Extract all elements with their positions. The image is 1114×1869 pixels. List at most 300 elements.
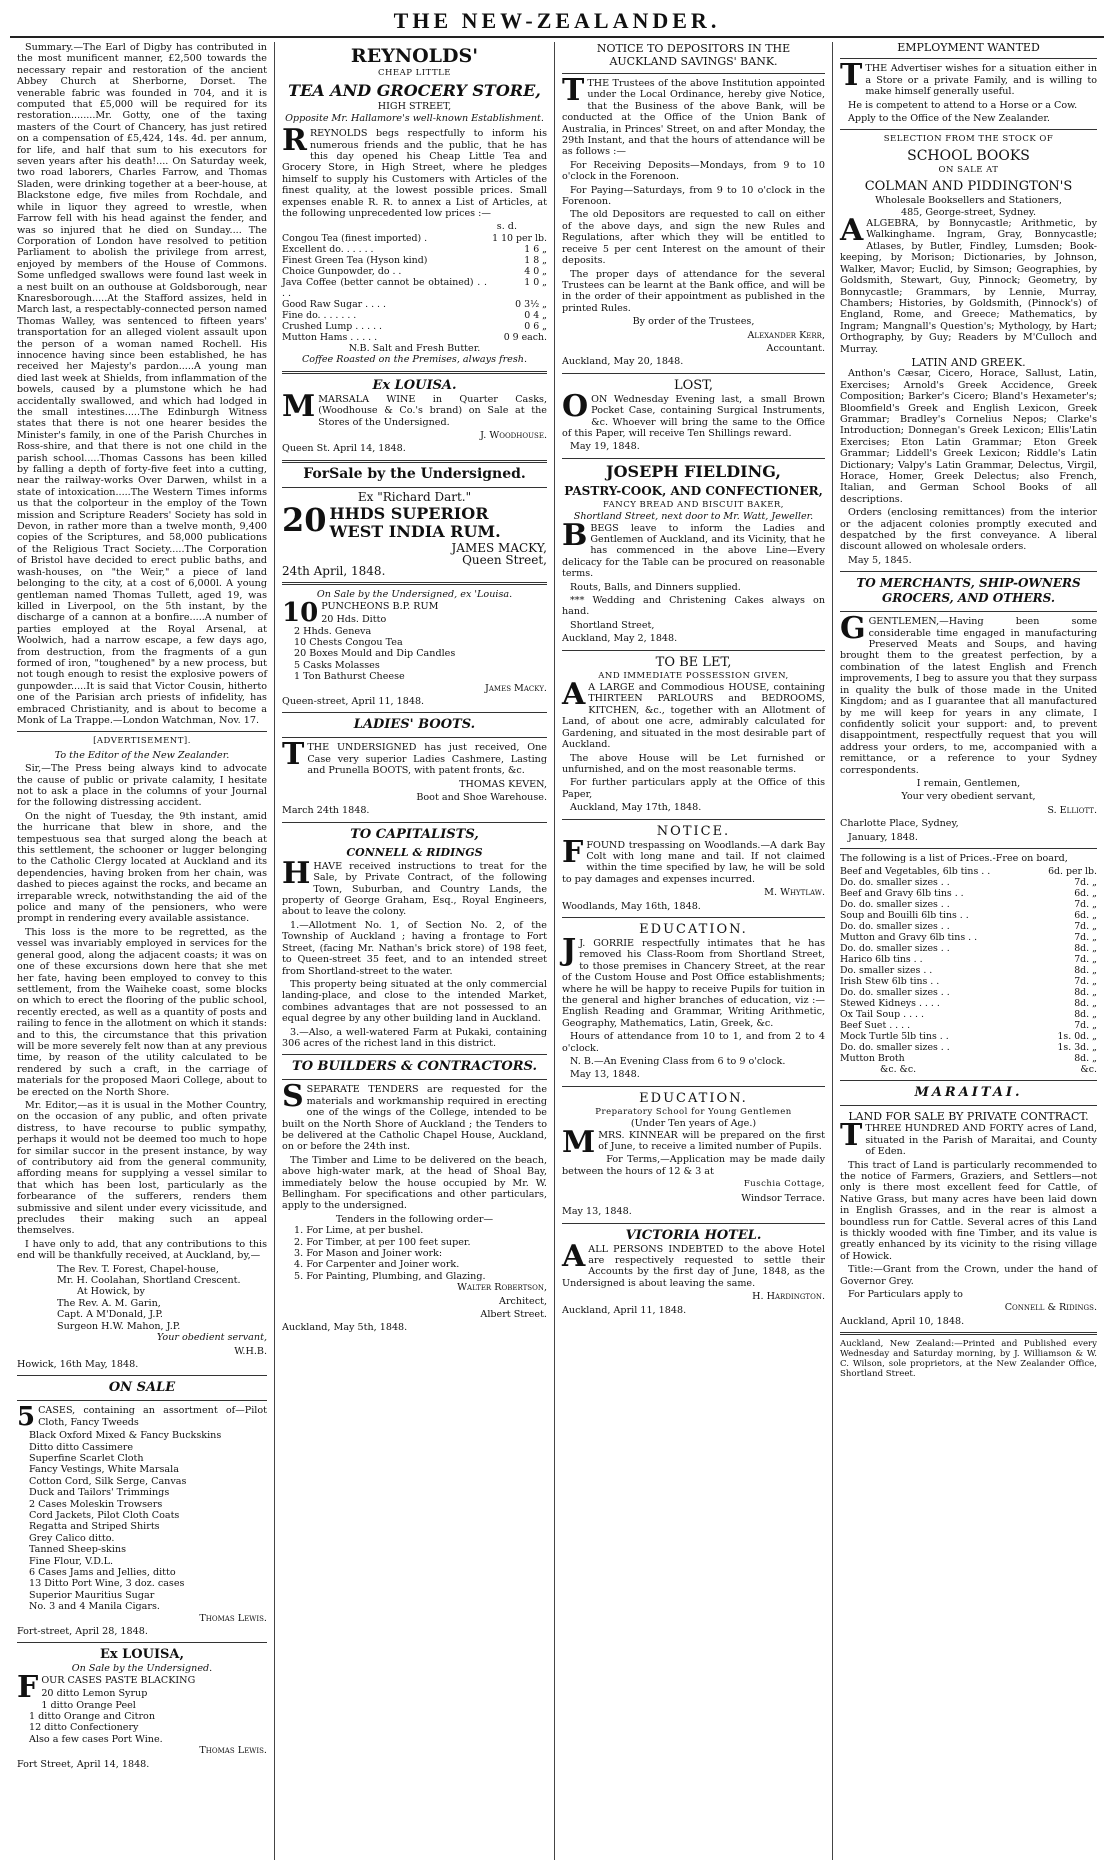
education-2-subheading-2: (Under Ten years of Age.) (630, 1118, 757, 1130)
list-item: 2 Cases Moleskin Trowsers (29, 1498, 163, 1510)
onsale-signature: Thomas Lewis. (199, 1612, 267, 1624)
list-item: Superior Mauritius Sugar (29, 1589, 155, 1601)
reynolds-nb: N.B. Salt and Fresh Butter. (348, 342, 481, 354)
recipient: At Howick, by (77, 1286, 145, 1298)
dropcap-letter: R (282, 123, 307, 159)
merchants-address: Charlotte Place, Sydney, (840, 818, 959, 830)
marsala-date: Queen St. April 14, 1848. (282, 443, 406, 455)
price-value: 1 8 „ (524, 254, 547, 266)
table-row (282, 332, 547, 343)
list-item: 6 Cases Jams and Jellies, ditto (29, 1567, 176, 1578)
divider (282, 487, 547, 488)
maraitai-date: Auckland, April 10, 1848. (840, 1315, 965, 1327)
list-item: No. 3 and 4 Manila Cigars. (29, 1601, 160, 1613)
fielding-address-2: Shortland Street, (570, 619, 655, 631)
education-date: May 13, 1848. (570, 1069, 640, 1081)
let-subheading: AND IMMEDIATE POSSESSION GIVEN, (598, 670, 789, 681)
price-value: 7d. „ (1074, 899, 1097, 911)
education-2-body: MRS. KINNEAR will be prepared on the first of June, to receive a limited number of Pupils. (598, 1129, 825, 1153)
list-item: 1 Ton Bathurst Cheese (294, 671, 405, 683)
price-item: Soup and Bouilli 6lb tins . . (840, 910, 969, 922)
education-2-signature: Fuschia Cottage, (743, 1179, 825, 1190)
price-table (282, 233, 547, 343)
dropcap-letter: M (282, 388, 316, 424)
books-date: May 5, 1845. (848, 554, 912, 566)
builders-list (282, 1225, 547, 1282)
latin-body: Anthon's Cæsar, Cicero, Horace, Sallust, Latin, Exercises; Arnold's Greek Accidence, Greek Composition; Barker's Cicero; Bland's Hexameter's; Bloomfield's Greek and English Lexicon, Greek Grammar; Bradley's Cornelius Nepos; Clarke's Introduction; Donnegan's Greek Lexicon; Ellis'Latin Exercises; Eton Latin Grammar; Eton Greek Grammar; Liddell's Greek Lexicon; Riddle's Latin Dictionary; Valpy's Latin Grammar, Delectus, Virgil, Horace, Homer, Greek Delectus; also French, Italian, and German School Books of all descriptions. (840, 368, 1097, 505)
dropcap-letter: A (840, 213, 864, 249)
louisa-signature: Thomas Lewis. (199, 1745, 267, 1757)
louisa-heading: Ex LOUISA, (99, 1647, 185, 1663)
onsale-heading: ON SALE (108, 1380, 176, 1396)
price-item: Mock Turtle 5lb tins . . (840, 1031, 949, 1043)
found-body: FOUND trespassing on Woodlands.—A dark Bay Colt with long mane and tail. If not claimed within the time specified by law, he will be sold to pay damages and expenses incurred. (562, 839, 825, 885)
savings-bank-paragraph: The old Depositors are requested to call on either of the above days, and sign the new Rules and Regulations, after which they will be entitled to receive 5 per cent Interest on the amount of their deposits. (562, 209, 825, 267)
price-item: &c. &c. (880, 1064, 917, 1076)
merchants-close: Your very obedient servant, (901, 791, 1036, 803)
divider (562, 73, 825, 74)
table-row (840, 866, 1097, 877)
builders-signature-3: Albert Street. (480, 1309, 547, 1321)
table-row (840, 1009, 1097, 1020)
education-2-signature-2: Windsor Terrace. (741, 1192, 825, 1204)
price-item: Do. do. smaller sizes . . (840, 943, 950, 955)
table-row (840, 1020, 1097, 1031)
list-item: Also a few cases Port Wine. (29, 1733, 163, 1745)
education-2-date: May 13, 1848. (562, 1206, 632, 1218)
price-value: 1s. 0d. „ (1057, 1031, 1097, 1043)
dropcap-letter: F (17, 1669, 39, 1705)
price-item: Mutton Hams . . . . . (282, 331, 378, 343)
louisa-list (17, 1688, 267, 1745)
divider (562, 650, 825, 651)
divider (840, 611, 1097, 612)
table-row (840, 998, 1097, 1009)
dropcap-letter: T (562, 73, 585, 108)
fielding-address: Shortland Street, next door to Mr. Watt, Jeweller. (573, 511, 814, 523)
divider (840, 129, 1097, 130)
dropcap-letter: H (282, 855, 311, 891)
price-item: Choice Gunpowder, do . . (282, 265, 402, 277)
letter-paragraph: Mr. Editor,—as it is usual in the Mother Country, on the occasion of any public, and often private distress, to have recourse to public sympathy, perhaps it would not be deemed too much to hope for similar succor in the present instance, by way of contributory aid from the general community, affording means for supplying a vessel similar to that which has been lost, particularly as the forbearance of the sufferers, renders them submissive and silent under every vicissitude, and precludes their making such an appeal themselves. (17, 1099, 267, 1237)
divider (17, 1400, 267, 1401)
capitalists-item: 1.—Allotment No. 1, of Section No. 2, of the Township of Auckland ; having a frontage to Fort Street, (facing Mr. Nathan's brick store) of 198 feet, to Queen-street 35 feet, and to an intended street from Shortland-street to the water. (282, 919, 547, 977)
fielding-subheading: PASTRY-COOK, AND CONFECTIONER, (564, 483, 823, 498)
recipient: The Rev. T. Forest, Chapel-house, (57, 1263, 219, 1275)
table-row (840, 1042, 1097, 1053)
masthead: THE NEW-ZEALANDER. (10, 6, 1104, 38)
divider (562, 819, 825, 820)
lost-body: ON Wednesday Evening last, a small Brown Pocket Case, containing Surgical Instruments, &c. Whoever will bring the same to the Office of this Paper, will receive Ten Shillings reward. (562, 393, 825, 439)
list-item: Regatta and Striped Shirts (29, 1521, 160, 1533)
columns (10, 42, 1104, 1860)
list-item: Fancy Vestings, White Marsala (29, 1464, 179, 1476)
letter-paragraph: Sir,—The Press being always kind to advocate the cause of public or private calamity, I hesitate not to ask a place in the columns of your Journal for the following distressing accident. (17, 763, 267, 809)
lost-heading: LOST, (673, 377, 714, 393)
sale2-list (282, 614, 547, 682)
letter-signature: W.H.B. (234, 1345, 267, 1357)
hotel-date: Auckland, April 11, 1848. (562, 1304, 687, 1316)
books-address: 485, George-street, Sydney. (900, 206, 1037, 218)
price-value: 0 6 „ (524, 320, 547, 332)
advertisement-label: [ADVERTISEMENT]. (93, 736, 191, 747)
table-row (840, 1031, 1097, 1042)
price-value: 0 4 „ (524, 309, 547, 321)
recipient: Mr. H. Coolahan, Shortland Crescent. (57, 1275, 241, 1287)
list-item: 20 Hds. Ditto (321, 614, 387, 626)
price-item: Do. do. smaller sizes . . (840, 1042, 950, 1054)
divider (840, 571, 1097, 572)
price-item: Stewed Kidneys . . . . (840, 998, 940, 1010)
builders-body: SEPARATE TENDERS are requested for the materials and workmanship required in erecting one of the wings of the College, intended to be built on the North Shore of Auckland ; the Tenders to be delivered at the Catholic Chapel House, Auckland, on or before the 24th inst. (282, 1084, 547, 1153)
price-value: 7d. „ (1074, 954, 1097, 966)
price-value: 7d. „ (1074, 921, 1097, 933)
price-item: Beef and Vegetables, 6lb tins . . (840, 866, 991, 878)
price-value: 8d. „ (1074, 987, 1097, 999)
dropcap-letter: G (840, 611, 866, 647)
books-pre: SELECTION FROM THE STOCK OF (883, 134, 1054, 145)
list-item: 4. For Carpenter and Joiner work. (294, 1259, 460, 1271)
list-item: Duck and Tailors' Trimmings (29, 1487, 170, 1499)
price-item: Java Coffee (better cannot be obtained) . . . . (282, 276, 487, 299)
table-row (840, 1064, 1097, 1075)
capitalists-subheading: CONNELL & RIDINGS (346, 845, 483, 859)
price-item: Excellent do. . . . . . (282, 243, 374, 255)
boots-body: THE UNDERSIGNED has just received, One Case very superior Ladies Cashmere, Lasting and Prunella BOOTS, with patent fronts, &c. (307, 742, 547, 777)
dropcap-letter: T (840, 58, 863, 94)
capitalists-body: HAVE received instructions to treat for the Sale, by Private Contract, of the following Town, Suburban, and Country Lands, the property of George Graham, Esq., Royal Engineers, about to leave the colony. (282, 860, 547, 918)
capitalists-heading: TO CAPITALISTS, (350, 826, 479, 842)
marsala-signature: J. Woodhouse. (480, 429, 547, 441)
recipient: Surgeon H.W. Mahon, J.P. (57, 1320, 181, 1332)
price-item: Good Raw Sugar . . . . (282, 298, 386, 310)
savings-bank-paragraph: The proper days of attendance for the several Trustees can be learnt at the Bank office, and will be in the order of their appointment as published in the printed Rules. (562, 268, 825, 314)
divider (840, 1080, 1097, 1081)
merchants-heading: TO MERCHANTS, SHIP-OWNERS GROCERS, AND OTHERS. (856, 576, 1081, 606)
reynolds-street: HIGH STREET, (377, 101, 452, 113)
dropcap-letter: M (562, 1124, 596, 1160)
books-body: ALGEBRA, by Bonnycastle; Arithmetic, by Walkinghame. Ingram, Gray, Bonnycastle; Atlases, by Butler, Findley, Lumsden; Book-keeping, by Morison; Dictionaries, by Johnson, Walker, Mavor; Euclid, by Simson; Geographies, by Goldsmith, Stewart, Guy, Pinnock; Geometry, by Bonnycastle; Grammars, by Lennie, Murray, Chambers; Histories, by Goldsmith, (Pinnock's) of England, Rome, and Greece; Mathematics, by Ingram; Mangnall's Question's; Mythology, by Hart; Orthography, by Guy; Readers by M'Culloch and Murray. (840, 218, 1097, 355)
boots-heading: LADIES' BOOTS. (353, 717, 476, 733)
list-item: Cord Jackets, Pilot Cloth Coats (29, 1509, 180, 1521)
dropcap-letter: O (562, 388, 589, 424)
savings-bank-heading: NOTICE TO DEPOSITORS IN THE AUCKLAND SAVINGS' BANK. (596, 42, 791, 68)
savings-bank-date: Auckland, May 20, 1848. (562, 356, 684, 368)
divider (282, 460, 547, 463)
price-item: Do. do. smaller sizes . . (840, 987, 950, 999)
found-date: Woodlands, May 16th, 1848. (562, 900, 701, 912)
price-item: Beef and Gravy 6lb tins . . (840, 888, 964, 900)
summary-article: Summary.—The Earl of Digby has contributed in the most munificent manner, £2,500 towards the necessary repair and restoration of the ancient Abbey Church at Sherborne, Dorset. The venerable fabric was founded in 704, and it is computed that £5,000 will be required for its restoration........Mr. Gotty, one of the taxing masters of the Court of Chancery, has just retired on a compensation of £5,424, 14s. 4d. per annum, for life, and half that sum to his executors for seven years after his death!.... On Saturday week, two road laborers, Charles Farrow, and Thomas Sladen, were drinking together at a beer-house, at Blackstone edge, five miles from Rochdale, and while in liquor they agreed to wrestle, when Farrow fell with his head against the fender, and was so injured that he died on Sunday.... The Corporation of London have resolved to petition Parliament to abolish the privilege from arrest, enjoyed by members of the House of Commons. Some unfledged swallows were found last week in a nest built on an outhouse at Goldsborough, near Knaresborough.....At the Stafford assizes, held in March last, a respectably-connected person named Thomas Walley, was sentenced to fifteen years' transportation for an alleged violent assault upon the person of a woman named Rochell. His innocence having since been established, he has received her Majesty's pardon.....A young man died last week at Shields, from inflammation of the bowels, caused by a plumstone which he had accidentally swallowed, and which had lodged in the small intestines.....The Edinburgh Witness states that there is not one hearer besides the Minister's family, in one of the Parish Churches in Ross-shire, and that there is not one child in the parish school.....Thomas Cassons has been killed by falling a depth of forty-five feet into a cutting, near the railway-works Over Darwen, whilst in a state of intoxication.....The Western Times informs us that the colporteur in the employ of the Town mission and Scripture Readers' Society has sold in Devon, in rather more than a twelve month, 9,400 copies of the Scriptures, and 58,000 publications of the Religious Tract Society.....The Corporation of Bristol have decided to erect public baths, and wash-houses, on "the Weir," a piece of land belonging to the city, at a cost of 6,000l. A young gentleman named Thomas Tullett, aged 19, was killed in Liverpool, on the 5th instant, by the discharge of a cannon at a bonfire.....A number of parties employed at the Royal Arsenal, at Woolwich, had a narrow escape, a few days ago, from destruction, from the fragments of a gun formed of iron, "toughened" by a new process, but not tough enough to resist the explosive powers of gunpowder.....It is said that Victor Cousin, hitherto one of the Parisian arch priests of infidelity, has embraced Christianity, and is about to become a Monk of La Trappe.—London Watchman, Nov. 17. (17, 42, 267, 726)
hotel-signature: H. Hardington. (752, 1291, 825, 1303)
merchants-signature: S. Elliott. (1047, 804, 1097, 816)
savings-bank-body: THE Trustees of the above Institution appointed under the Local Ordinance, hereby give Notice, that the Business of the above Bank, will be conducted at the Office of the Union Bank of Australia, in Princes' Street, on and after Monday, the 29th Instant, and that the hours of attendance will be as follows :— (562, 78, 825, 158)
letter-address: To the Editor of the New Zealander. (54, 749, 230, 761)
dart-line: Ex "Richard Dart." (357, 489, 472, 504)
list-intro: The following is a list of Prices.-Free on board, (840, 852, 1068, 864)
table-row (282, 321, 547, 332)
sale2-number: 10 (282, 597, 319, 628)
fielding-heading: JOSEPH FIELDING, (606, 461, 781, 481)
louisa-date: Fort Street, April 14, 1848. (17, 1758, 150, 1770)
price-value: 7d. „ (1074, 976, 1097, 988)
table-row (282, 310, 547, 321)
list-item: 20 Boxes Mould and Dip Candles (294, 648, 456, 660)
list-item: Tanned Sheep-skins (29, 1544, 126, 1556)
price-item: Irish Stew 6lb tins . . (840, 976, 940, 988)
divider (282, 712, 547, 713)
savings-bank-paragraph: For Receiving Deposits—Mondays, from 9 to 10 o'clock in the Forenoon. (562, 159, 825, 183)
reynolds-heading: REYNOLDS' (350, 45, 479, 67)
divider (562, 373, 825, 374)
employment-paragraph: Apply to the Office of the New Zealander. (848, 113, 1050, 125)
price-value: 8d. „ (1074, 1009, 1097, 1021)
table-row (282, 299, 547, 310)
divider (282, 822, 547, 823)
divider (17, 731, 267, 732)
maraitai-paragraph: Title:—Grant from the Crown, under the hand of Governor Grey. (840, 1264, 1097, 1287)
price-value: 6d. per lb. (1048, 866, 1097, 878)
column-1 (10, 42, 275, 1860)
dropcap-letter: T (282, 737, 305, 773)
marsala-heading: Ex LOUISA. (372, 377, 457, 393)
education-2-subheading: Preparatory School for Young Gentlemen (595, 1106, 792, 1117)
let-paragraph: For further particulars apply at the Office of this Paper, (562, 777, 825, 800)
table-row (840, 943, 1097, 954)
education-body: J. GORRIE respectfully intimates that he has removed his Class-Room from Shortland Street, to those premises in Chancery Street, at the rear of the Custom House and Post Office establishments; where he will be happy to receive Pupils for tuition in the general and higher branches of education, viz :—English Reading and Grammar, Writing Arithmetic, Geography, Mathematics, Latin, Greek, &c. (562, 937, 825, 1029)
merchants-body: GENTLEMEN,—Having been some considerable time engaged in manufacturing Preserved Meats and Soups, and having brought them to the greatest perfection, by a combination of the latest English and French improvements, I beg to assure you that they surpass in quality the bulk of those made in the United Kingdom; and as I guarantee that all manufactured by me will keep for years in any climate, I confidently solicit your support: and, to prevent disappointment, respectfully request that you will address your orders, to me, accompanied with a remittance, or a reference to your Sydney correspondents. (840, 616, 1097, 776)
builders-paragraph: The Timber and Lime to be delivered on the beach, above high-water mark, at the head of Shoal Bay, immediately below the house occupied by Mr. W. Bellingham. For specifications and other particulars, apply to the undersigned. (282, 1154, 547, 1212)
divider (282, 582, 547, 585)
louisa-first-line: OUR CASES PASTE BLACKING (41, 1674, 196, 1686)
list-item: 5 Casks Molasses (294, 659, 380, 671)
fielding-subheading-2: FANCY BREAD AND BISCUIT BAKER, (602, 499, 784, 510)
price-item: Finest Green Tea (Hyson kind) (282, 254, 428, 266)
table-row (840, 976, 1097, 987)
capitalists-item: 3.—Also, a well-watered Farm at Pukaki, containing 306 acres of the richest land in this district. (282, 1026, 547, 1049)
reynolds-subheading: CHEAP LITTLE (377, 68, 452, 78)
price-item: Fine do. . . . . . . (282, 309, 357, 321)
recipient: Capt. A M'Donald, J.P. (57, 1309, 163, 1321)
column-4 (833, 42, 1104, 1860)
dropcap-letter: F (562, 834, 584, 870)
list-item: 12 ditto Confectionery (29, 1722, 139, 1734)
list-item: Grey Calico ditto. (29, 1532, 115, 1544)
price-value: 4 0 „ (524, 265, 547, 277)
dropcap-letter: A (562, 1238, 586, 1274)
builders-heading: TO BUILDERS & CONTRACTORS. (292, 1059, 537, 1075)
column-3 (555, 42, 833, 1860)
reynolds-title: TEA AND GROCERY STORE, (288, 81, 541, 101)
price-value: 8d. „ (1074, 1053, 1097, 1065)
letter-close: Your obedient servant, (156, 1332, 267, 1344)
list-item: 1 ditto Orange Peel (41, 1699, 136, 1711)
divider (562, 458, 825, 459)
education-2-heading: EDUCATION. (639, 1090, 748, 1106)
onsale-number: 5 (17, 1402, 36, 1433)
prices-header: s. d. (496, 221, 517, 233)
books-firm: COLMAN AND PIDDINGTON'S (864, 179, 1073, 195)
price-value: 1 10 per lb. (492, 232, 547, 244)
boots-signature: THOMAS KEVEN, (459, 778, 547, 790)
letter-paragraph: I have only to add, that any contributions to this end will be thankfully received, at Auckland, by,— (17, 1238, 267, 1262)
table-row (282, 277, 547, 299)
latin-heading: LATIN AND GREEK. (911, 355, 1026, 369)
maraitai-body: THREE HUNDRED AND FORTY acres of Land, situated in the Parish of Maraitai, and County of Eden. (865, 1123, 1097, 1158)
dropcap-letter: S (282, 1079, 304, 1115)
savings-bank-signature: Alexander Kerr, (747, 329, 825, 341)
divider (840, 1105, 1097, 1106)
hhds-number: 20 (282, 501, 327, 540)
divider (17, 1375, 267, 1376)
price-item: Do. do. smaller sizes . . (840, 921, 950, 933)
employment-body: THE Advertiser wishes for a situation either in a Store or a private Family, and is willing to make himself generally useful. (865, 63, 1097, 98)
maraitai-paragraph: For Particulars apply to (848, 1289, 963, 1301)
let-body: A LARGE and Commodious HOUSE, containing THIRTEEN PARLOURS and BEDROOMS, KITCHEN, &c., together with an Allotment of Land, of about one acre, admirably calculated for Gardening, and situated in the most desirable part of Auckland. (562, 682, 825, 751)
price-item: Mutton and Gravy 6lb tins . . (840, 932, 978, 944)
list-item: 20 ditto Lemon Syrup (41, 1688, 148, 1700)
fielding-paragraph: Routs, Balls, and Dinners supplied. (570, 581, 741, 593)
price-value: 1 6 „ (524, 243, 547, 255)
hhds-line: HHDS SUPERIOR WEST INDIA RUM. (329, 504, 501, 542)
price-item: Harico 6lb tins . . (840, 954, 923, 966)
divider (282, 1054, 547, 1055)
maraitai-heading: MARAITAI. (914, 1085, 1023, 1101)
education-2-paragraph: For Terms,—Application may be made daily between the hours of 12 & 3 at (562, 1154, 825, 1177)
let-paragraph: The above House will be Let furnished or unfurnished, and on the most reasonable terms. (562, 752, 825, 775)
merchants-remain: I remain, Gentlemen, (916, 777, 1021, 789)
onsale-list (17, 1430, 267, 1613)
table-row (282, 266, 547, 277)
price-value: 7d. „ (1074, 1020, 1097, 1032)
table-row (840, 921, 1097, 932)
price-value: &c. (1080, 1064, 1097, 1076)
imprint: Auckland, New Zealand:—Printed and Published every Wednesday and Saturday morning, by J. Williamson & W. C. Wilson, sole proprietors, at the New Zealander Office, Shortland Street. (840, 1339, 1097, 1380)
price-value: 7d. „ (1074, 932, 1097, 944)
price-item: Ox Tail Soup . . . . (840, 1009, 924, 1021)
divider (282, 371, 547, 374)
found-heading: NOTICE. (656, 823, 731, 839)
books-firm-2: Wholesale Booksellers and Stationers, (875, 195, 1062, 207)
price-item: Do. smaller sizes . . (840, 965, 933, 977)
letter-paragraph: This loss is the more to be regretted, as the vessel was invariably employed in services for the general good, along the adjacent coasts; it was on one of these excursions down here that she met her fate, having been employed to convey to this settlement, from the Waiheke coast, some blocks on which to erect the flooring of the public school, recently erected, as well as a quantity of posts and railing to fence in the allotment on which it stands: and to this, the circumstance that this privation will be more severely felt now than at any previous time, by reason of the utility calculated to be rendered by such a craft, in the carriage of materials for the proposed Maori College, about to be erected on the North Shore. (17, 926, 267, 1098)
price-item: Mutton Broth (840, 1053, 905, 1065)
price-value: 1 0 „ (524, 276, 547, 288)
table-row (282, 255, 547, 266)
table-row (282, 244, 547, 255)
boots-date: March 24th 1848. (282, 805, 370, 817)
price-value: 0 3½ „ (515, 298, 547, 310)
price-value: 6d. „ (1074, 888, 1097, 900)
letter-date: Howick, 16th May, 1848. (17, 1358, 139, 1370)
column-2 (275, 42, 555, 1860)
price-value: 6d. „ (1074, 910, 1097, 922)
divider (840, 58, 1097, 59)
table-row (840, 1053, 1097, 1064)
let-date: Auckland, May 17th, 1848. (570, 802, 702, 814)
price-value: 0 9 each. (503, 331, 547, 343)
merchants-date: January, 1848. (848, 831, 918, 843)
table-row (282, 233, 547, 244)
list-item: 1 ditto Orange and Citron (29, 1711, 156, 1723)
fielding-date: Auckland, May 2, 1848. (562, 633, 678, 645)
divider (562, 1223, 825, 1224)
education-heading: EDUCATION. (639, 921, 748, 937)
divider (840, 1332, 1097, 1335)
sale2-first: PUNCHEONS B.P. RUM (321, 600, 439, 612)
table-row (840, 987, 1097, 998)
price-value: 7d. „ (1074, 877, 1097, 889)
divider (282, 1079, 547, 1080)
price-item: Congou Tea (finest imported) . (282, 232, 428, 244)
reynolds-coffee: Coffee Roasted on the Premises, always fresh. (301, 354, 528, 366)
table-row (840, 877, 1097, 888)
sale2-signature: James Macky. (485, 682, 547, 694)
price-item: Crushed Lump . . . . . (282, 320, 383, 332)
latin-paragraph: Orders (enclosing remittances) from the interior or the adjacent colonies promptly executed and despatched by the first conveyance. A liberal discount allowed on wholesale orders. (840, 507, 1097, 553)
price-value: 8d. „ (1074, 943, 1097, 955)
list-item: 3. For Mason and Joiner work: (294, 1248, 443, 1260)
table-row (840, 965, 1097, 976)
divider (840, 848, 1097, 849)
macky-street: Queen Street, (462, 552, 547, 567)
macky-date: 24th April, 1848. (282, 563, 386, 578)
list-item: 2. For Timber, at per 100 feet super. (294, 1236, 471, 1248)
boots-signature-2: Boot and Shoe Warehouse. (416, 792, 547, 804)
maraitai-paragraph: This tract of Land is particularly recommended to the notice of Farmers, Graziers, and Settlers—not only is there most excellent feed for Cattle, of Native Grass, but many acres have been laid down in English Grasses, and in the rear is almost a boundless run for Cattle. Several acres of this Land is thickly wooded with fine Timber, and its value is greatly enhanced by its vicinity to the rising village of Howick. (840, 1159, 1097, 1262)
price-value: 8d. „ (1074, 965, 1097, 977)
list-item: 13 Ditto Port Wine, 3 doz. cases (29, 1578, 185, 1590)
price-item: Do. do. smaller sizes . . (840, 899, 950, 911)
builders-date: Auckland, May 5th, 1848. (282, 1322, 408, 1334)
builders-signature-2: Architect, (499, 1295, 547, 1307)
list-item: Black Oxford Mixed & Fancy Buckskins (29, 1430, 222, 1442)
sale2-date: Queen-street, April 11, 1848. (282, 696, 425, 707)
education-paragraph: N. B.—An Evening Class from 6 to 9 o'clock. (570, 1056, 786, 1068)
price-item: Beef Suet . . . . (840, 1020, 911, 1032)
dropcap-letter: A (562, 677, 586, 713)
marsala-body: MARSALA WINE in Quarter Casks, (Woodhouse & Co.'s brand) on Sale at the Stores of the Undersigned. (318, 393, 547, 428)
books-heading: SCHOOL BOOKS (907, 147, 1030, 164)
onsale-first-line: CASES, containing an assortment of—Pilot Cloth, Fancy Tweeds (38, 1405, 267, 1428)
table-row (840, 910, 1097, 921)
list-item: 5. For Painting, Plumbing, and Glazing. (294, 1270, 486, 1282)
employment-heading: EMPLOYMENT WANTED (897, 42, 1040, 54)
letter-paragraph: On the night of Tuesday, the 9th instant, amid the hurricane that blew in shore, and the tempestuous sea that surged along the beach at this settlement, the schooner or lugger belonging to the Catholic Clergy located at Auckland and its dependencies, having broken from her chain, was dashed to pieces against the rocks, and became an irreparable wreck, notwithstanding the aid of the police and many of the pensioners, who were prompt in rendering every available assistance. (17, 810, 267, 925)
dropcap-letter: J (562, 932, 577, 968)
hotel-body: ALL PERSONS INDEBTED to the above Hotel are respectively requested to settle their Accounts by the first day of June, 1848, as the Undersigned is about leaving the same. (562, 1243, 825, 1289)
divider (17, 1642, 267, 1643)
sale2-heading: On Sale by the Undersigned, ex 'Louisa. (316, 589, 513, 601)
list-item: 1. For Lime, at per bushel. (294, 1225, 424, 1237)
dropcap-letter: B (562, 517, 588, 553)
books-on-sale: ON SALE AT (938, 164, 999, 175)
fielding-paragraph: *** Wedding and Christening Cakes always on hand. (562, 595, 825, 618)
education-paragraph: Hours of attendance from 10 to 1, and from 2 to 4 o'clock. (562, 1031, 825, 1054)
maraitai-signature: Connell & Ridings. (1004, 1302, 1097, 1314)
list-item: Ditto ditto Cassimere (29, 1441, 134, 1453)
reynolds-body: REYNOLDS begs respectfully to inform his numerous friends and the public, that he has this day opened his Cheap Little Tea and Grocery Store, in High Street, where he pledges himself to supply his Customers with Articles of the finest quality, at the lowest possible prices. Small expenses enable R. R. to annex a List of Articles, at the following unprecedented low prices :— (282, 128, 547, 220)
forsale-heading: ForSale by the Undersigned. (303, 465, 526, 482)
capitalists-item: This property being situated at the only commercial landing-place, and close to the intended Market, combines advantages that are not possessed to an equal degree by any other building land in Auckland. (282, 978, 547, 1025)
recipient-list (17, 1264, 267, 1332)
let-heading: TO BE LET, (655, 654, 732, 670)
savings-bank-signature-2: Accountant. (766, 342, 825, 354)
price-value: 1s. 3d. „ (1057, 1042, 1097, 1054)
list-item: 2 Hhds. Geneva (294, 625, 372, 637)
lost-date: May 19, 1848. (570, 441, 640, 453)
price-value: 8d. „ (1074, 998, 1097, 1010)
